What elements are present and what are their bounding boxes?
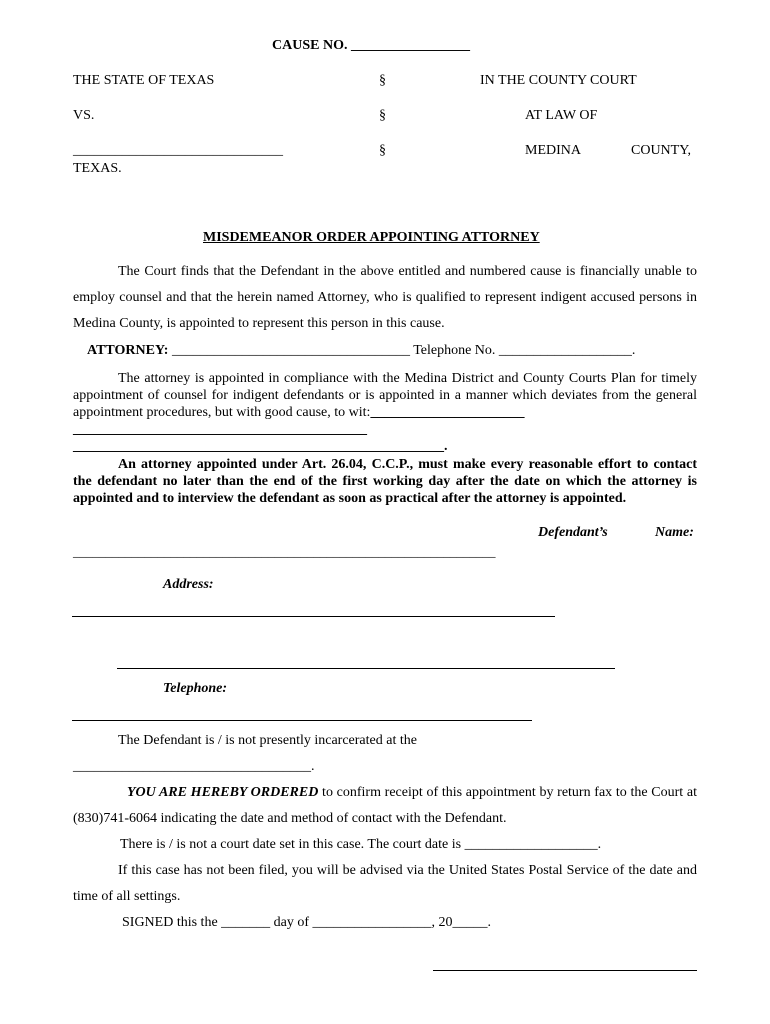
attorney-telephone: Telephone No. ___________________. [413, 343, 636, 358]
address-line-1 [72, 616, 555, 617]
judge-signature-line [433, 970, 697, 971]
not-filed-paragraph: If this case has not been filed, you will be advised via the United States Postal Service of the date and time of all settings. [73, 863, 697, 904]
telephone-line [72, 720, 532, 721]
defendant-name-blank: _________________________________________________________________ [73, 544, 496, 559]
section-symbol: § [379, 73, 386, 88]
section-symbol: § [379, 108, 386, 123]
signed-line: SIGNED this the _______ day of _________________, 20_____. [122, 915, 492, 930]
attorney-blank: __________________________________ [168, 343, 414, 358]
cause-number: CAUSE NO. _________________ [272, 38, 470, 53]
good-cause-blank: ______________________ [370, 405, 525, 420]
caption-vs: VS. [73, 108, 95, 123]
document-title: MISDEMEANOR ORDER APPOINTING ATTORNEY [203, 230, 540, 245]
caption-at-law: AT LAW OF [525, 108, 598, 123]
good-cause-blank-2: __________________________________________ [73, 422, 367, 437]
appointment-paragraph [73, 370, 697, 421]
hereby-ordered-text: to confirm receipt of this appointment by return fax to the Court at (830)741-6064 indicating the date and method of contact with the Defendant. [73, 785, 697, 826]
address-line-2 [117, 668, 615, 669]
attorney-label: ATTORNEY: [87, 343, 169, 358]
caption-texas: TEXAS. [73, 161, 122, 176]
incarceration-blank: __________________________________. [73, 759, 315, 774]
court-date-statement: There is / is not a court date set in this case. The court date is ___________________. [120, 837, 602, 852]
good-cause-blank-3: _____________________________________________________. [73, 439, 448, 454]
caption-state: THE STATE OF TEXAS [73, 73, 215, 88]
finding-paragraph: The Court finds that the Defendant in the above entitled and numbered cause is financially unable to employ counsel and that the herein named Attorney, who is qualified to represent indigent accused persons in Medina County, is appointed to represent this person in this cause. [73, 264, 697, 331]
section-symbol: § [379, 143, 386, 158]
caption-court: IN THE COUNTY COURT [480, 73, 637, 88]
defendant-name-label-2: Name: [655, 525, 694, 540]
art-26-04-notice: An attorney appointed under Art. 26.04, C.C.P., must make every reasonable effort to contact the defendant no later than the end of the first working day after the date on which the attorney is appointed and to interview the defendant as soon as practical after the attorney is appointed. [73, 457, 697, 506]
address-label: Address: [163, 577, 214, 592]
appointment-text: The attorney is appointed in compliance with the Medina District and County Courts Plan for timely appointment of counsel for indigent defendants or is appointed in a manner which deviates from the general appointment procedures, but with good cause, to wit: [73, 371, 697, 420]
caption-defendant-blank: ______________________________ [73, 143, 283, 158]
caption-medina: MEDINA [525, 143, 581, 158]
hereby-ordered-paragraph [73, 780, 697, 832]
caption-county: COUNTY, [631, 143, 692, 158]
telephone-label: Telephone: [163, 681, 228, 696]
incarceration-statement: The Defendant is / is not presently incarcerated at the [118, 733, 417, 748]
hereby-ordered-phrase: YOU ARE HEREBY ORDERED [127, 785, 319, 800]
defendant-name-label: Defendant’s [538, 525, 608, 540]
attorney-line [87, 343, 635, 359]
